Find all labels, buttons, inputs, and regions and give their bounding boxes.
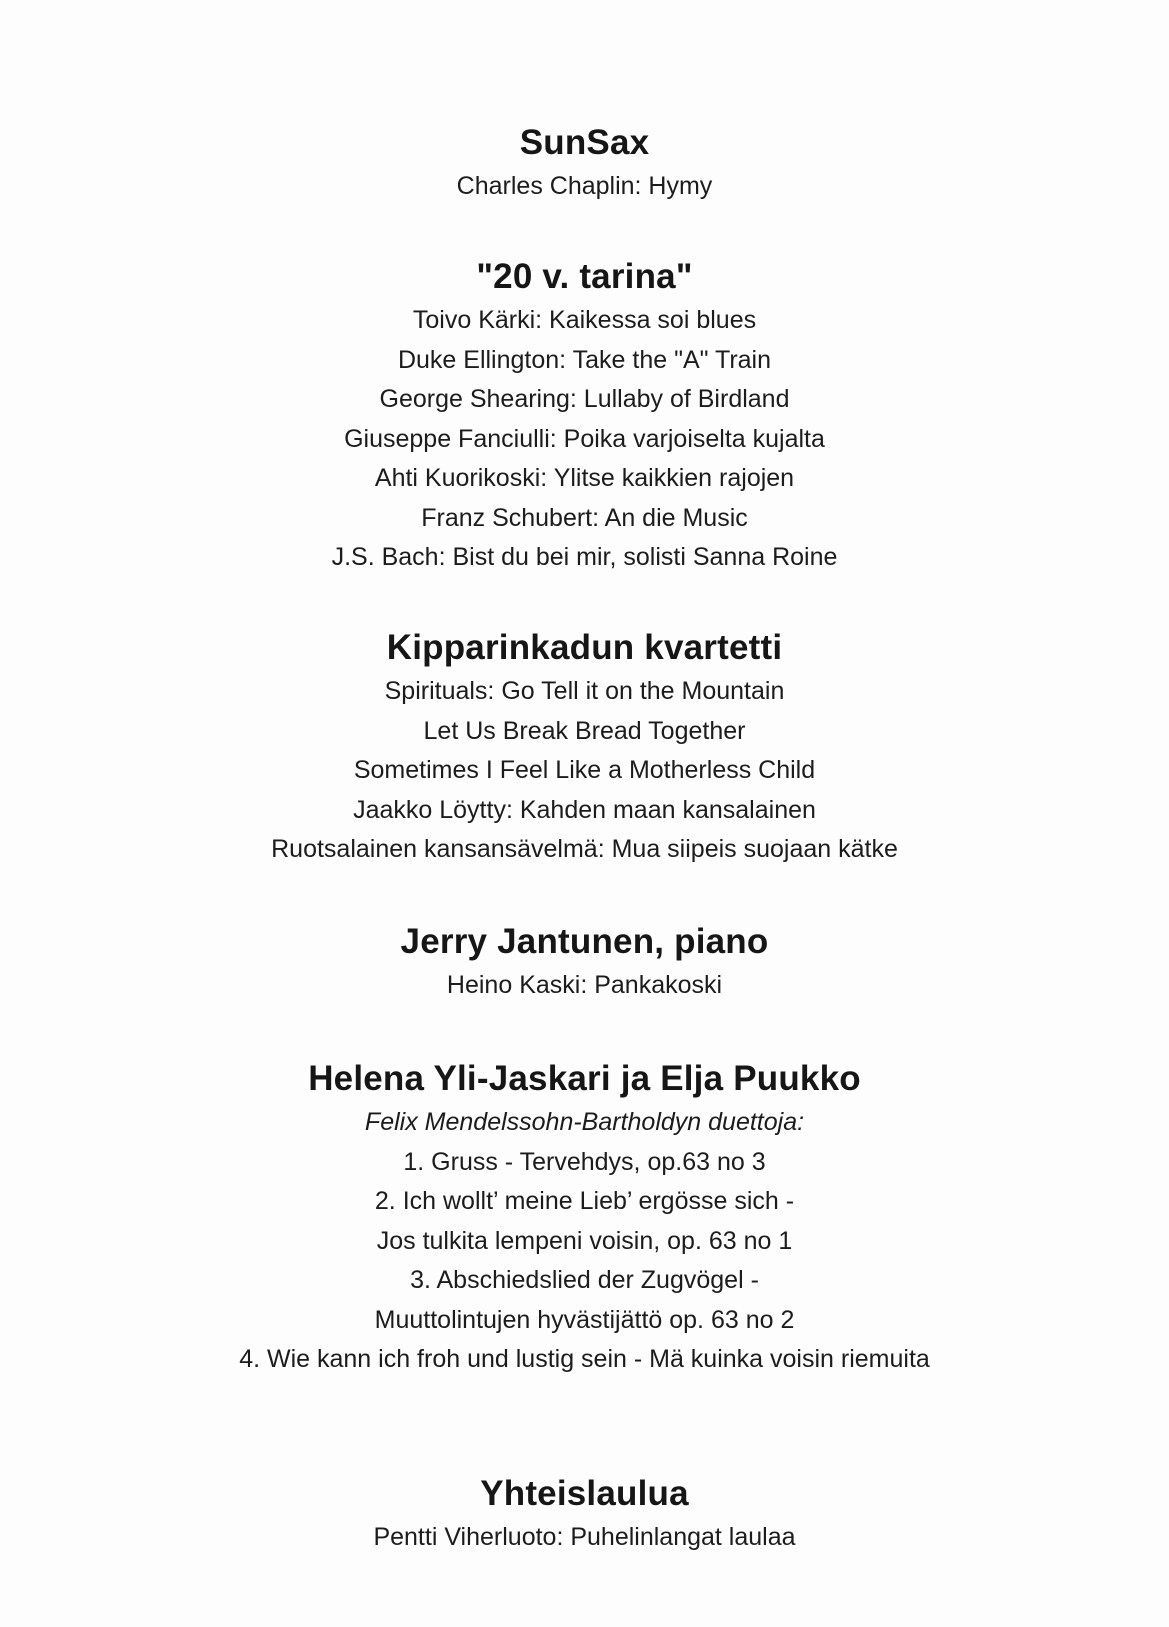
piece-line: Ahti Kuorikoski: Ylitse kaikkien rajojen <box>374 464 795 492</box>
piece-line: Let Us Break Bread Together <box>423 716 746 745</box>
section-subheading: Felix Mendelssohn-Bartholdyn duettoja: <box>364 1108 805 1136</box>
piece-line: J.S. Bach: Bist du bei mir, solisti Sanna Roine <box>331 543 838 571</box>
section-sunsax <box>0 122 1169 207</box>
piece-line: 4. Wie kann ich froh und lustig sein - Mä kuinka voisin riemuita <box>239 1345 930 1373</box>
piece-line: Jos tulkita lempeni voisin, op. 63 no 1 <box>376 1226 793 1255</box>
section-heading: Jerry Jantunen, piano <box>400 922 769 961</box>
piece-line: Muuttolintujen hyvästijättö op. 63 no 2 <box>374 1305 795 1334</box>
piece-list <box>0 301 1169 578</box>
piece-line: Ruotsalainen kansansävelmä: Mua siipeis suojaan kätke <box>271 835 898 863</box>
piece-line: Jaakko Löytty: Kahden maan kansalainen <box>353 795 816 824</box>
piece-line: Duke Ellington: Take the "A" Train <box>397 345 772 374</box>
piece-list <box>0 966 1169 1006</box>
piece-line: Franz Schubert: An die Music <box>421 503 748 532</box>
section-heading: Yhteislaulua <box>480 1474 689 1513</box>
section-kipparinkadun-kvartetti <box>0 627 1169 870</box>
piece-line: 3. Abschiedslied der Zugvögel - <box>410 1266 759 1294</box>
section-jerry-jantunen <box>0 921 1169 1006</box>
piece-line: Toivo Kärki: Kaikessa soi blues <box>412 306 757 334</box>
piece-line: 1. Gruss - Tervehdys, op.63 no 3 <box>403 1147 766 1176</box>
piece-list <box>0 1518 1169 1558</box>
section-20v-tarina <box>0 256 1169 578</box>
piece-list <box>0 167 1169 207</box>
piece-line: Charles Chaplin: Hymy <box>456 172 713 200</box>
piece-line: 2. Ich wollt’ meine Lieb’ ergösse sich - <box>374 1187 795 1215</box>
piece-line: George Shearing: Lullaby of Birdland <box>379 385 790 413</box>
piece-line: Pentti Viherluoto: Puhelinlangat laulaa <box>373 1523 796 1551</box>
piece-line: Giuseppe Fanciulli: Poika varjoiselta kujalta <box>344 424 825 453</box>
section-yhteislaulua <box>0 1473 1169 1558</box>
piece-line: Heino Kaski: Pankakoski <box>446 971 723 999</box>
piece-list <box>0 1103 1169 1380</box>
section-heading: Helena Yli-Jaskari ja Elja Puukko <box>308 1059 861 1098</box>
section-heading: "20 v. tarina" <box>476 257 693 296</box>
piece-line: Sometimes I Feel Like a Motherless Child <box>353 756 816 784</box>
section-heading: SunSax <box>519 123 650 162</box>
piece-line: Spirituals: Go Tell it on the Mountain <box>384 677 785 705</box>
section-helena-ja-elja <box>0 1058 1169 1380</box>
piece-list <box>0 672 1169 870</box>
section-heading: Kipparinkadun kvartetti <box>386 628 783 667</box>
